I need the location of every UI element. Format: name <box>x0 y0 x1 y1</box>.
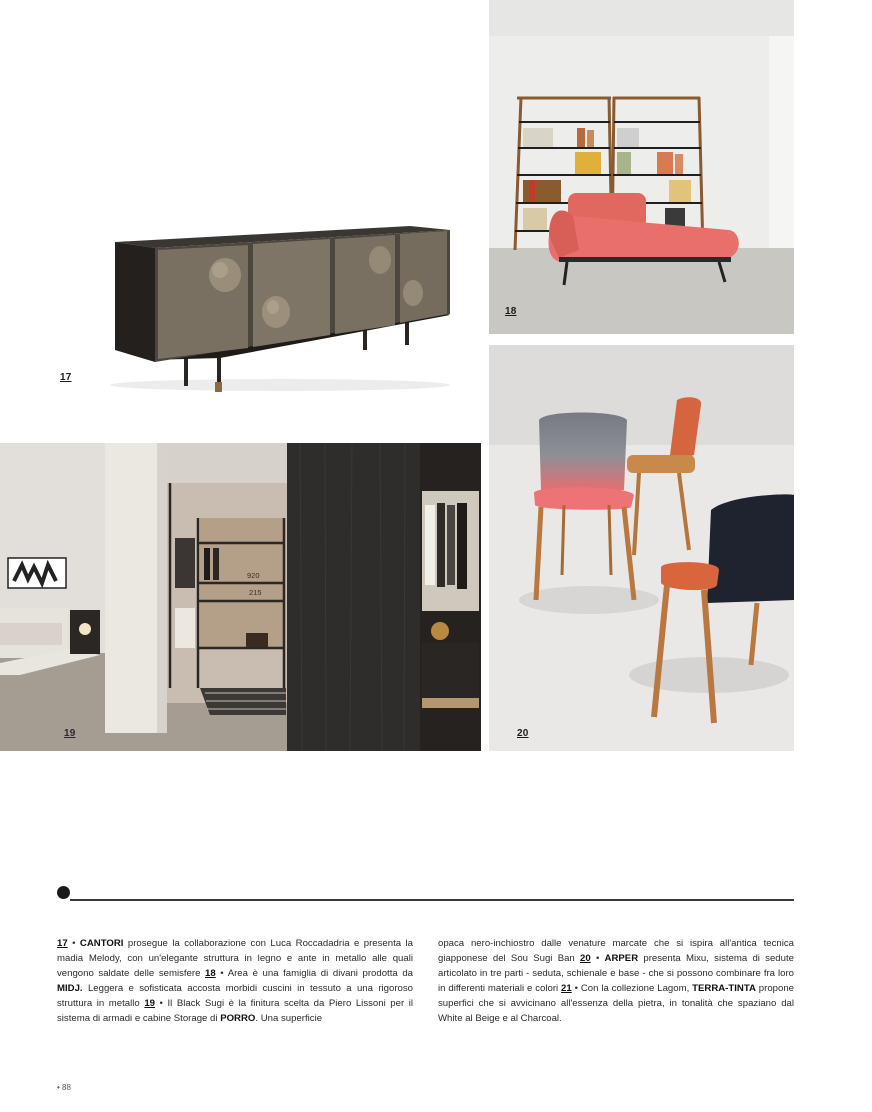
figure-number-17: 17 <box>60 372 72 383</box>
brand-name: TERRA-TINTA <box>692 983 756 995</box>
caption-text: prosegue la collaborazione con Luca Roccadadria e presenta la madia Melody, con un'elegante struttura in legno e ante in metallo alle quali vengono saldate delle semisfere <box>57 938 413 980</box>
caption-number: 20 <box>580 953 591 965</box>
caption-column-right <box>438 936 794 1027</box>
brand-name: PORRO <box>220 1013 256 1025</box>
caption-text: • <box>590 953 605 965</box>
wardrobe-label-215: 215 <box>249 588 262 597</box>
caption-number: 19 <box>144 998 155 1010</box>
sideboard-illustration <box>60 190 475 400</box>
figure-number-20: 20 <box>517 728 529 739</box>
wardrobe-label-920: 920 <box>247 571 260 580</box>
caption-number: 17 <box>57 938 68 949</box>
section-rule <box>70 899 794 901</box>
caption-text: • Il Black Sugi è la finitura scelta da Piero Lissoni per il sistema di armadi e cabine Storage di <box>57 998 413 1025</box>
caption-text: opaca nero-inchiostro dalle venature marcate che si ispira all'antica tecnica giapponese del Sou Sugi Ban <box>438 938 794 965</box>
figure-number-18: 18 <box>505 306 517 317</box>
chairs-illustration <box>489 345 794 751</box>
caption-text: presenta Mixu, sistema di sedute articolato in tre parti - seduta, schienale e base - che si possono combinare fra loro in differenti materiali e colori <box>438 953 794 995</box>
caption-text: • Area è una famiglia di divani prodotta da <box>215 968 413 980</box>
page-number: • 88 <box>57 1083 71 1092</box>
caption-text: • Con la collezione Lagom, <box>571 983 693 995</box>
caption-number: 18 <box>205 968 216 980</box>
wardrobe-illustration <box>0 443 481 751</box>
caption-column-left <box>57 936 413 1027</box>
photo-wardrobe <box>0 443 481 751</box>
caption-text: Leggera e sofisticata accosta morbidi cuscini in tessuto a una rigoroso struttura in metallo <box>57 983 413 1010</box>
caption-number: 21 <box>561 983 572 995</box>
photo-daybed <box>489 0 794 334</box>
caption-text: • <box>67 938 80 949</box>
daybed-illustration <box>489 0 794 334</box>
brand-name: ARPER <box>604 953 639 965</box>
figure-number-19: 19 <box>64 728 76 739</box>
photo-sideboard <box>60 190 475 400</box>
brand-name: MIDJ. <box>57 983 83 995</box>
caption-text: . Una superficie <box>255 1013 323 1025</box>
section-dot <box>57 886 70 899</box>
brand-name: CANTORI <box>79 938 124 949</box>
caption-text: propone superfici che si avvicinano all'essenza della pietra, in tonalità che spaziano dal White al Beige e al Charcoal. <box>438 983 795 1025</box>
photo-chairs <box>489 345 794 751</box>
